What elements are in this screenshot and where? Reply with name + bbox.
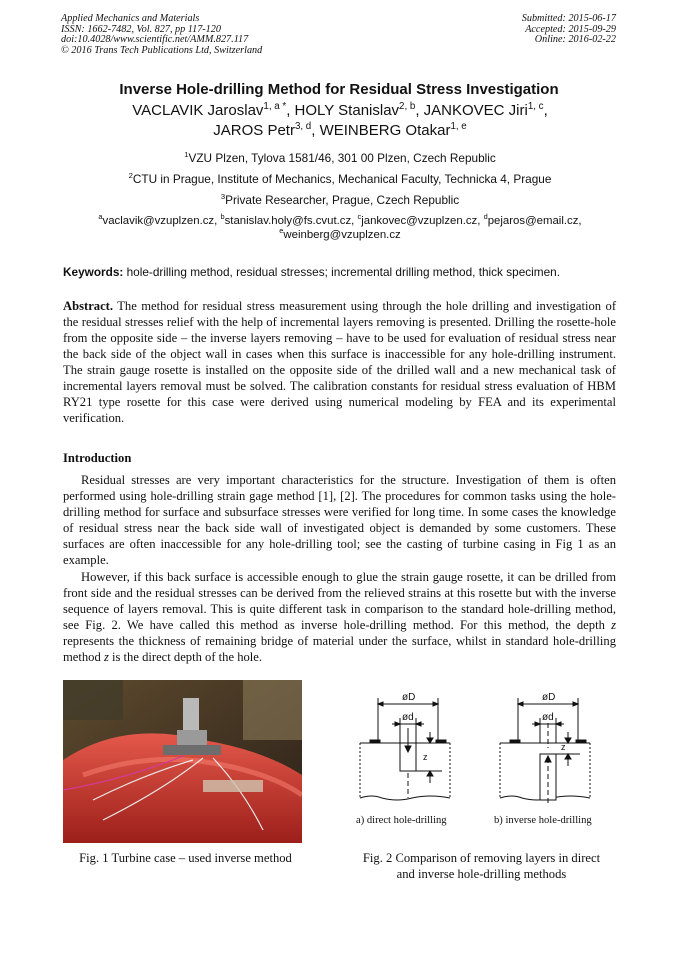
fig2a-subcaption: a) direct hole-drilling [356,815,447,826]
fig2b-subcaption: b) inverse hole-drilling [494,815,592,826]
affiliation-text: Private Researcher, Prague, Czech Republic [225,193,460,207]
affiliation-sup: 2 [128,171,133,181]
affiliation [60,193,620,207]
author-sup: 2, b [399,101,416,112]
label-diameter-D: øD [402,692,416,703]
fig2-caption-line: Fig. 2 Comparison of removing layers in direct [362,851,601,865]
author-name: JAROS Petr [213,122,295,139]
label-diameter-D: øD [542,692,556,703]
fig2-caption-line: and inverse hole-drilling methods [396,867,567,881]
journal-name: Applied Mechanics and Materials [61,13,200,24]
email-link[interactable]: jankovec@vzuplzen.cz [361,215,478,227]
abstract-text: The method for residual stress measurement using through the hole drilling and investigation of the residual stresses relief with the help of incremental layers removing is presented. Drilling the rosette-hole from the opposite side – the inverse layers removing – have to be used for evaluation of residual stress near the back side of the object wall in cases when this surface is inaccessible for any hole-drilling instrument. The strain gauge rosette is installed on the opposite side of the drilled wall and a new mechanical task of incremental layers removal must be solved. The calibration constants for residual stress evaluation of HBM RY21 type rosette for this case were derived using numerical modeling by FEA and its experimental verification. [63,299,617,425]
author-name: JANKOVEC Jiri [423,102,528,119]
fig1-caption: Fig. 1 Turbine case – used inverse method [79,851,292,865]
abstract [63,298,616,426]
email-link[interactable]: weinberg@vzuplzen.cz [283,229,401,241]
doi-line: doi:10.4028/www.scientific.net/AMM.827.117 [61,34,249,45]
author-sup: 1, a * [263,101,287,112]
photo-illustration [63,680,302,843]
issn-line: ISSN: 1662-7482, Vol. 827, pp 117-120 [61,23,221,35]
affiliation-sup: 3 [220,192,226,202]
author-sup: 1, e [450,121,467,132]
dates-header [522,14,616,46]
keywords-label: Keywords: [63,265,124,279]
fig2-caption [340,850,623,882]
text-run: is the direct depth of the hole. [108,650,263,664]
email-link[interactable]: pejaros@email.cz [487,215,579,227]
accepted-date: Accepted: 2015-09-29 [525,23,616,35]
email-link[interactable]: vaclavik@vzuplzen.cz [102,215,215,227]
author-name: VACLAVIK Jaroslav [132,102,264,119]
author-sup: 1, c [527,101,544,112]
text-run: represents the thickness of remaining bridge of material under the surface, whilst in standard hole-drilling method [63,634,616,664]
affiliation-text: CTU in Prague, Institute of Mechanics, Mechanical Faculty, Technicka 4, Prague [132,172,552,186]
author-sup: 3, d [294,121,312,132]
author-name: HOLY Stanislav [294,102,400,119]
keywords [63,265,623,279]
affiliation [60,151,620,165]
submitted-date: Submitted: 2015-06-17 [521,13,616,24]
turbine-case-photo [63,680,302,843]
copyright-line: © 2016 Trans Tech Publications Ltd, Switzerland [61,44,263,56]
label-diameter-d: ød [542,712,554,723]
label-z: z [561,742,566,752]
section-heading: Introduction [63,451,132,465]
var-z: z [611,618,616,632]
label-diameter-d: ød [402,712,414,723]
journal-header [61,14,262,56]
email-link[interactable]: stanislav.holy@fs.cvut.cz [224,215,352,227]
keywords-text: hole-drilling method, residual stresses; incremental drilling method, thick specimen. [126,265,560,279]
intro-paragraph-2 [63,569,616,665]
label-z: z [423,752,428,762]
online-date: Online: 2016-02-22 [534,34,616,45]
abstract-label: Abstract. [63,299,114,313]
author-list: VACLAVIK Jaroslav$^{1, a *}$, HOLY Stanislav$^{2, b}$, JANKOVEC Jiri$^{1, c}$, JAROS Petr$^{3, d}$, WEINBERG Otakar$^{1, e}$ [132,101,548,139]
author-name: WEINBERG Otakar [319,122,451,139]
affiliation [60,172,620,186]
paper-title: Inverse Hole-drilling Method for Residual Stress Investigation [119,81,559,98]
email-list: $^a$vaclavik@vzuplzen.cz, $^b$stanislav.holy@fs.cvut.cz, $^c$jankovec@vzuplzen.cz, $^d$pejaros@email.cz, $^e$weinberg@vzuplzen.cz [98,212,582,241]
intro-paragraph-1: Residual stresses are very important characteristics for the structure. Investigation of them is often performed using hole-drilling strain gage method [1], [2]. The procedures for common tasks using the hole-drilling method for surface and subsurface stresses were verified for long time. In some cases the knowledge of residual stress near the back side wall of investigated object is demanded by some customers. These surfaces are often inaccessible for any hole-drilling tool; see the casting of turbine casing in Fig 1 as an example. [63,473,616,567]
var-z: z [103,650,109,664]
affiliation-sup: 1 [184,150,189,160]
text-run: However, if this back surface is accessible enough to glue the strain gauge rosette, it can be drilled from front side and the residual stresses can be derived from the relieved strains at this rosette but with the inverse sequence of layers removal. This is quite different task in comparison to the standard hole-drilling method, see Fig. 2. We have called this method as inverse hole-drilling method. For this method, the depth [63,570,616,632]
affiliation-text: VZU Plzen, Tylova 1581/46, 301 00 Plzen, Czech Republic [188,151,496,165]
